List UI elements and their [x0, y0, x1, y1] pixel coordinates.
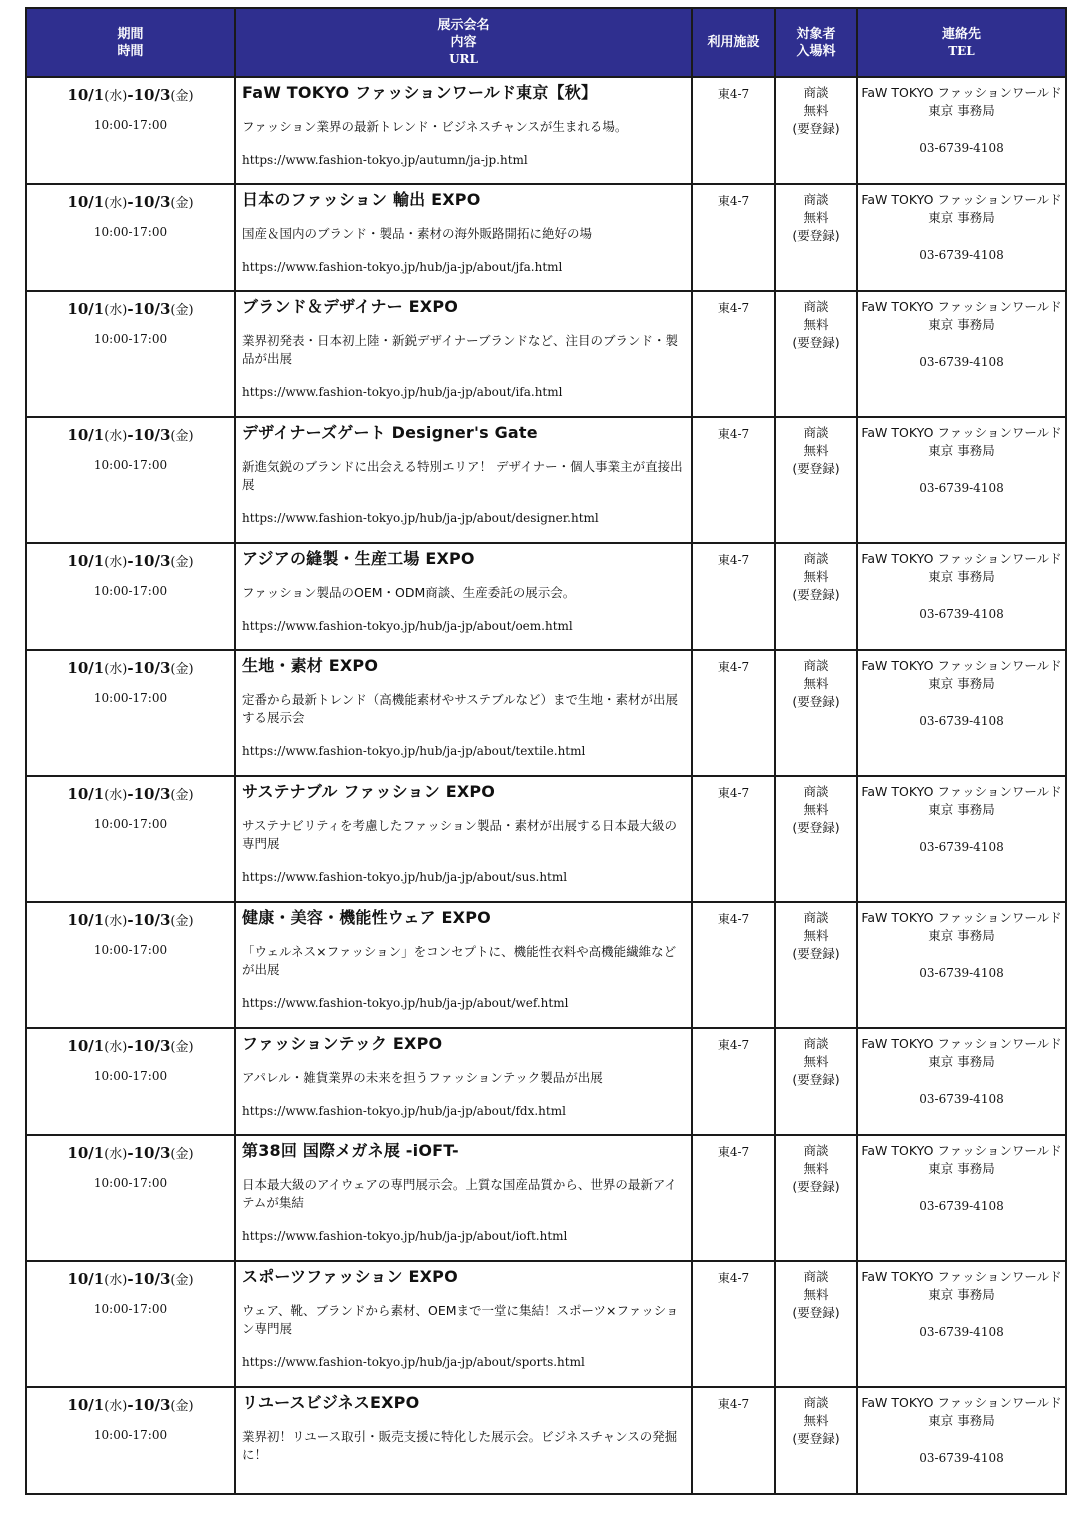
exhibition-cell [235, 417, 692, 543]
date-separator: - [127, 552, 134, 570]
contact-organization: FaW TOKYO ファッションワールド東京 事務局 [861, 910, 1062, 943]
target-audience: 商談 [803, 1143, 829, 1158]
date-range [27, 85, 234, 104]
weekday-end: (金) [170, 555, 194, 570]
target-cell [775, 1387, 857, 1494]
facility-cell [692, 650, 775, 776]
weekday-start: (水) [104, 89, 128, 104]
exhibition-schedule-table [25, 7, 1067, 1495]
target-audience: 商談 [803, 299, 829, 314]
registration-note: (要登録) [792, 1305, 840, 1320]
header-contact [857, 8, 1066, 77]
facility-value: 東4-7 [717, 1038, 750, 1052]
facility-cell [692, 1387, 775, 1494]
table-row [26, 417, 1066, 543]
weekday-end: (金) [170, 914, 194, 929]
contact-cell [857, 417, 1066, 543]
date-range [27, 1269, 234, 1288]
exhibition-title: ブランド＆デザイナー EXPO [242, 297, 459, 316]
contact-tel: 03-6739-4108 [919, 481, 1004, 495]
contact-organization: FaW TOKYO ファッションワールド東京 事務局 [861, 1143, 1062, 1176]
target-audience: 商談 [803, 425, 829, 440]
exhibition-cell [235, 1387, 692, 1494]
time-range: 10:00-17:00 [93, 943, 168, 957]
exhibition-title: アジアの縫製・生産工場 EXPO [242, 549, 475, 568]
table-row [26, 543, 1066, 650]
admission-fee: 無料 [803, 676, 829, 691]
facility-value: 東4-7 [717, 301, 750, 315]
date-start: 10/1 [67, 1396, 105, 1414]
date-separator: - [127, 1396, 134, 1414]
registration-note: (要登録) [792, 694, 840, 709]
facility-value: 東4-7 [717, 427, 750, 441]
exhibition-description: ウェア、靴、ブランドから素材、OEMまで一堂に集結！スポーツ×ファッション専門展 [242, 1303, 679, 1336]
exhibition-description: 業界初発表・日本初上陸・新鋭デザイナーブランドなど、注目のブランド・製品が出展 [242, 333, 679, 366]
weekday-end: (金) [170, 303, 194, 318]
table-row [26, 291, 1066, 417]
weekday-start: (水) [104, 1399, 128, 1414]
weekday-end: (金) [170, 1147, 194, 1162]
exhibition-url[interactable]: https://www.fashion-tokyo.jp/hub/ja-jp/about/designer.html [242, 511, 599, 525]
facility-value: 東4-7 [717, 786, 750, 800]
facility-cell [692, 1028, 775, 1135]
period-cell [26, 1261, 235, 1387]
header-target: 対象者 [796, 26, 836, 42]
admission-fee: 無料 [803, 802, 829, 817]
exhibition-cell [235, 77, 692, 184]
date-end: 10/3 [133, 193, 171, 211]
period-cell [26, 1387, 235, 1494]
admission-fee: 無料 [803, 1161, 829, 1176]
target-audience: 商談 [803, 1036, 829, 1051]
time-range: 10:00-17:00 [93, 817, 168, 831]
registration-note: (要登録) [792, 228, 840, 243]
facility-cell [692, 291, 775, 417]
date-start: 10/1 [67, 86, 105, 104]
table-body [26, 77, 1066, 1494]
target-cell [775, 543, 857, 650]
date-range [27, 1036, 234, 1055]
admission-fee: 無料 [803, 1413, 829, 1428]
date-range [27, 1143, 234, 1162]
contact-cell [857, 902, 1066, 1028]
contact-cell [857, 1387, 1066, 1494]
facility-value: 東4-7 [717, 1145, 750, 1159]
registration-note: (要登録) [792, 1179, 840, 1194]
header-time: 時間 [117, 43, 144, 59]
time-range: 10:00-17:00 [93, 1176, 168, 1190]
weekday-end: (金) [170, 1273, 194, 1288]
weekday-start: (水) [104, 788, 128, 803]
contact-cell [857, 1028, 1066, 1135]
table-row [26, 77, 1066, 184]
date-range [27, 551, 234, 570]
exhibition-title: リユースビジネスEXPO [242, 1393, 420, 1412]
facility-value: 東4-7 [717, 1271, 750, 1285]
admission-fee: 無料 [803, 443, 829, 458]
date-start: 10/1 [67, 785, 105, 803]
target-audience: 商談 [803, 658, 829, 673]
registration-note: (要登録) [792, 1072, 840, 1087]
registration-note: (要登録) [792, 820, 840, 835]
contact-tel: 03-6739-4108 [919, 1092, 1004, 1106]
weekday-end: (金) [170, 1040, 194, 1055]
exhibition-schedule-sheet [25, 7, 1065, 1495]
contact-organization: FaW TOKYO ファッションワールド東京 事務局 [861, 425, 1062, 458]
target-cell [775, 1135, 857, 1261]
target-audience: 商談 [803, 551, 829, 566]
admission-fee: 無料 [803, 103, 829, 118]
facility-cell [692, 902, 775, 1028]
header-contact-label: 連絡先 [941, 26, 981, 42]
period-cell [26, 776, 235, 902]
date-range [27, 192, 234, 211]
exhibition-cell [235, 184, 692, 291]
exhibition-cell [235, 1261, 692, 1387]
target-audience: 商談 [803, 1269, 829, 1284]
date-range [27, 425, 234, 444]
time-range: 10:00-17:00 [93, 584, 168, 598]
exhibition-description: 「ウェルネス×ファッション」をコンセプトに、機能性衣料や高機能繊維などが出展 [242, 944, 677, 977]
header-fee: 入場料 [796, 43, 836, 59]
date-separator: - [127, 1037, 134, 1055]
exhibition-title: デザイナーズゲート Designer's Gate [242, 423, 538, 442]
contact-tel: 03-6739-4108 [919, 248, 1004, 262]
target-audience: 商談 [803, 192, 829, 207]
contact-organization: FaW TOKYO ファッションワールド東京 事務局 [861, 1269, 1062, 1302]
exhibition-description: 定番から最新トレンド（高機能素材やサステブルなど）まで生地・素材が出展する展示会 [242, 692, 678, 725]
exhibition-description: 新進気鋭のブランドに出会える特別エリア！ デザイナー・個人事業主が直接出展 [242, 459, 683, 492]
facility-value: 東4-7 [717, 194, 750, 208]
date-separator: - [127, 193, 134, 211]
contact-tel: 03-6739-4108 [919, 1451, 1004, 1465]
header-url: URL [449, 52, 478, 66]
contact-tel: 03-6739-4108 [919, 355, 1004, 369]
exhibition-title: ファッションテック EXPO [242, 1034, 443, 1053]
facility-cell [692, 543, 775, 650]
table-row [26, 1261, 1066, 1387]
contact-cell [857, 1135, 1066, 1261]
contact-cell [857, 776, 1066, 902]
exhibition-url[interactable]: https://www.fashion-tokyo.jp/hub/ja-jp/about/fdx.html [242, 1104, 566, 1118]
weekday-end: (金) [170, 788, 194, 803]
registration-note: (要登録) [792, 121, 840, 136]
weekday-start: (水) [104, 1273, 128, 1288]
table-header [26, 8, 1066, 77]
date-start: 10/1 [67, 552, 105, 570]
facility-value: 東4-7 [717, 553, 750, 567]
weekday-start: (水) [104, 555, 128, 570]
date-range [27, 910, 234, 929]
time-range: 10:00-17:00 [93, 691, 168, 705]
contact-organization: FaW TOKYO ファッションワールド東京 事務局 [861, 192, 1062, 225]
exhibition-url[interactable]: https://www.fashion-tokyo.jp/hub/ja-jp/about/sus.html [242, 870, 568, 884]
time-range: 10:00-17:00 [93, 1428, 168, 1442]
date-end: 10/3 [133, 86, 171, 104]
exhibition-title: 健康・美容・機能性ウェア EXPO [242, 908, 491, 927]
admission-fee: 無料 [803, 210, 829, 225]
exhibition-cell [235, 291, 692, 417]
date-end: 10/3 [133, 426, 171, 444]
date-start: 10/1 [67, 1144, 105, 1162]
weekday-start: (水) [104, 1147, 128, 1162]
facility-cell [692, 417, 775, 543]
header-exhibition-name: 展示会名 [437, 18, 490, 33]
date-separator: - [127, 426, 134, 444]
facility-cell [692, 184, 775, 291]
target-audience: 商談 [803, 85, 829, 100]
contact-organization: FaW TOKYO ファッションワールド東京 事務局 [861, 658, 1062, 691]
facility-cell [692, 77, 775, 184]
weekday-start: (水) [104, 914, 128, 929]
facility-value: 東4-7 [717, 912, 750, 926]
contact-cell [857, 1261, 1066, 1387]
exhibition-cell [235, 1135, 692, 1261]
exhibition-cell [235, 1028, 692, 1135]
date-separator: - [127, 785, 134, 803]
contact-tel: 03-6739-4108 [919, 714, 1004, 728]
date-start: 10/1 [67, 659, 105, 677]
target-cell [775, 1261, 857, 1387]
date-start: 10/1 [67, 1037, 105, 1055]
date-start: 10/1 [67, 911, 105, 929]
target-cell [775, 77, 857, 184]
weekday-start: (水) [104, 429, 128, 444]
weekday-start: (水) [104, 1040, 128, 1055]
target-cell [775, 1028, 857, 1135]
target-cell [775, 902, 857, 1028]
time-range: 10:00-17:00 [93, 225, 168, 239]
facility-value: 東4-7 [717, 1397, 750, 1411]
admission-fee: 無料 [803, 1287, 829, 1302]
date-end: 10/3 [133, 659, 171, 677]
time-range: 10:00-17:00 [93, 1302, 168, 1316]
exhibition-title: FaW TOKYO ファッションワールド東京【秋】 [242, 83, 598, 102]
weekday-start: (水) [104, 303, 128, 318]
date-end: 10/3 [133, 911, 171, 929]
date-start: 10/1 [67, 193, 105, 211]
target-audience: 商談 [803, 910, 829, 925]
exhibition-cell [235, 650, 692, 776]
contact-cell [857, 291, 1066, 417]
contact-tel: 03-6739-4108 [919, 1199, 1004, 1213]
exhibition-description: 業界初！リユース取引・販売支援に特化した展示会。ビジネスチャンスの発掘に！ [242, 1429, 678, 1462]
exhibition-description: ファッション業界の最新トレンド・ビジネスチャンスが生まれる場。 [242, 119, 628, 134]
table-row [26, 776, 1066, 902]
contact-tel: 03-6739-4108 [919, 607, 1004, 621]
exhibition-title: 第38回 国際メガネ展 -iOFT- [242, 1141, 459, 1160]
contact-organization: FaW TOKYO ファッションワールド東京 事務局 [861, 1395, 1062, 1428]
contact-organization: FaW TOKYO ファッションワールド東京 事務局 [861, 1036, 1062, 1069]
weekday-end: (金) [170, 89, 194, 104]
table-row [26, 902, 1066, 1028]
contact-tel: 03-6739-4108 [919, 1325, 1004, 1339]
exhibition-description: ファッション製品のOEM・ODM商談、生産委託の展示会。 [242, 585, 576, 600]
weekday-start: (水) [104, 662, 128, 677]
target-cell [775, 417, 857, 543]
registration-note: (要登録) [792, 461, 840, 476]
period-cell [26, 1028, 235, 1135]
contact-tel: 03-6739-4108 [919, 966, 1004, 980]
exhibition-title: サステナブル ファッション EXPO [242, 782, 496, 801]
exhibition-description: サステナビリティを考慮したファッション製品・素材が出展する日本最大級の専門展 [242, 818, 678, 851]
exhibition-url[interactable]: https://www.fashion-tokyo.jp/hub/ja-jp/about/jfa.html [242, 260, 563, 274]
exhibition-title: スポーツファッション EXPO [242, 1267, 458, 1286]
admission-fee: 無料 [803, 569, 829, 584]
date-range [27, 1395, 234, 1414]
date-separator: - [127, 300, 134, 318]
contact-tel: 03-6739-4108 [919, 840, 1004, 854]
date-end: 10/3 [133, 1144, 171, 1162]
date-separator: - [127, 1144, 134, 1162]
weekday-end: (金) [170, 429, 194, 444]
table-row [26, 1028, 1066, 1135]
date-start: 10/1 [67, 300, 105, 318]
table-row [26, 184, 1066, 291]
contact-organization: FaW TOKYO ファッションワールド東京 事務局 [861, 85, 1062, 118]
facility-value: 東4-7 [717, 87, 750, 101]
header-facility-label: 利用施設 [707, 35, 760, 50]
registration-note: (要登録) [792, 1431, 840, 1446]
target-cell [775, 184, 857, 291]
admission-fee: 無料 [803, 928, 829, 943]
date-end: 10/3 [133, 300, 171, 318]
header-period: 期間 [117, 26, 144, 42]
period-cell [26, 650, 235, 776]
facility-cell [692, 776, 775, 902]
contact-organization: FaW TOKYO ファッションワールド東京 事務局 [861, 299, 1062, 332]
date-range [27, 299, 234, 318]
date-end: 10/3 [133, 1270, 171, 1288]
date-range [27, 658, 234, 677]
header-facility [692, 8, 775, 77]
date-separator: - [127, 911, 134, 929]
contact-cell [857, 184, 1066, 291]
weekday-end: (金) [170, 196, 194, 211]
exhibition-url[interactable]: https://www.fashion-tokyo.jp/hub/ja-jp/about/ifa.html [242, 385, 563, 399]
date-start: 10/1 [67, 426, 105, 444]
exhibition-cell [235, 902, 692, 1028]
registration-note: (要登録) [792, 587, 840, 602]
date-end: 10/3 [133, 1037, 171, 1055]
date-separator: - [127, 86, 134, 104]
registration-note: (要登録) [792, 335, 840, 350]
table-row [26, 650, 1066, 776]
weekday-start: (水) [104, 196, 128, 211]
exhibition-url[interactable]: https://www.fashion-tokyo.jp/hub/ja-jp/about/textile.html [242, 744, 586, 758]
time-range: 10:00-17:00 [93, 118, 168, 132]
time-range: 10:00-17:00 [93, 332, 168, 346]
weekday-end: (金) [170, 1399, 194, 1414]
exhibition-description: 国産＆国内のブランド・製品・素材の海外販路開拓に絶好の場 [242, 226, 593, 241]
contact-cell [857, 543, 1066, 650]
target-audience: 商談 [803, 784, 829, 799]
facility-value: 東4-7 [717, 660, 750, 674]
header-period-time [26, 8, 235, 77]
exhibition-description: 日本最大級のアイウェアの専門展示会。上質な国産品質から、世界の最新アイテムが集結 [242, 1177, 677, 1210]
contact-cell [857, 650, 1066, 776]
target-cell [775, 291, 857, 417]
exhibition-url[interactable]: https://www.fashion-tokyo.jp/hub/ja-jp/about/wef.html [242, 996, 569, 1010]
period-cell [26, 77, 235, 184]
exhibition-url[interactable]: https://www.fashion-tokyo.jp/hub/ja-jp/about/sports.html [242, 1355, 585, 1369]
admission-fee: 無料 [803, 317, 829, 332]
contact-organization: FaW TOKYO ファッションワールド東京 事務局 [861, 551, 1062, 584]
contact-cell [857, 77, 1066, 184]
target-audience: 商談 [803, 1395, 829, 1410]
table-row [26, 1387, 1066, 1494]
exhibition-description: アパレル・雑貨業界の未来を担うファッションテック製品が出展 [242, 1070, 603, 1085]
time-range: 10:00-17:00 [93, 458, 168, 472]
period-cell [26, 902, 235, 1028]
date-end: 10/3 [133, 1396, 171, 1414]
exhibition-title: 日本のファッション 輸出 EXPO [242, 190, 481, 209]
period-cell [26, 543, 235, 650]
date-range [27, 784, 234, 803]
exhibition-title: 生地・素材 EXPO [242, 656, 379, 675]
contact-organization: FaW TOKYO ファッションワールド東京 事務局 [861, 784, 1062, 817]
exhibition-cell [235, 776, 692, 902]
target-cell [775, 650, 857, 776]
period-cell [26, 184, 235, 291]
target-cell [775, 776, 857, 902]
time-range: 10:00-17:00 [93, 1069, 168, 1083]
period-cell [26, 1135, 235, 1261]
table-row [26, 1135, 1066, 1261]
exhibition-url[interactable]: https://www.fashion-tokyo.jp/hub/ja-jp/about/oem.html [242, 619, 573, 633]
date-end: 10/3 [133, 552, 171, 570]
exhibition-cell [235, 543, 692, 650]
date-start: 10/1 [67, 1270, 105, 1288]
facility-cell [692, 1135, 775, 1261]
header-tel: TEL [948, 43, 975, 58]
date-end: 10/3 [133, 785, 171, 803]
admission-fee: 無料 [803, 1054, 829, 1069]
weekday-end: (金) [170, 662, 194, 677]
period-cell [26, 417, 235, 543]
contact-tel: 03-6739-4108 [919, 141, 1004, 155]
date-separator: - [127, 659, 134, 677]
period-cell [26, 291, 235, 417]
date-separator: - [127, 1270, 134, 1288]
header-exhibition [235, 8, 692, 77]
header-content: 内容 [450, 35, 477, 50]
facility-cell [692, 1261, 775, 1387]
header-target-fee [775, 8, 857, 77]
registration-note: (要登録) [792, 946, 840, 961]
exhibition-url[interactable]: https://www.fashion-tokyo.jp/autumn/ja-jp.html [242, 153, 528, 167]
exhibition-url[interactable]: https://www.fashion-tokyo.jp/hub/ja-jp/about/ioft.html [242, 1229, 568, 1243]
